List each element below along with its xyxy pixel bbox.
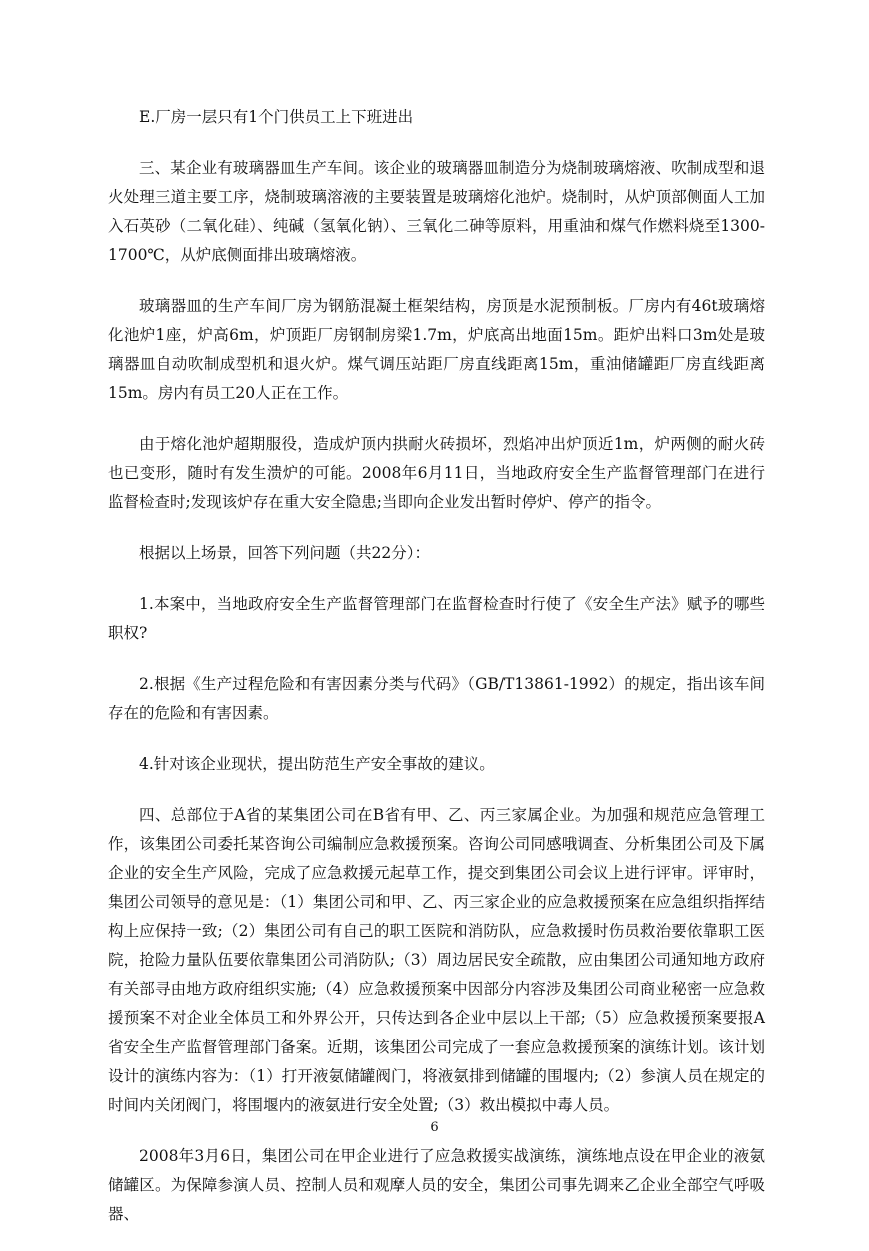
body-text [108, 103, 765, 1251]
paragraph-question-prompt: 根据以上场景，回答下列问题（共22分）： [139, 544, 430, 562]
paragraph-question-1: 1.本案中，当地政府安全生产监督管理部门在监督检查时行使了《安全生产法》赋予的哪些职权? [108, 595, 765, 642]
paragraph-question-4: 4.针对该企业现状，提出防范生产安全事故的建议。 [139, 755, 495, 773]
paragraph-drill-description: 2008年3月6日，集团公司在甲企业进行了应急救援实战演练，演练地点设在甲企业的液氨储罐区。为保障参演人员、控制人员和观摩人员的安全，集团公司事先调来乙企业全部空气呼吸器、 [108, 1147, 765, 1223]
paragraph-case-three-intro: 三、某企业有玻璃器皿生产车间。该企业的玻璃器皿制造分为烧制玻璃熔液、吹制成型和退火处理三道主要工序，烧制玻璃溶液的主要装置是玻璃熔化池炉。烧制时，从炉顶部侧面人工加入石英砂（二氧化硅）、纯碱（氢氧化钠）、三氧化二砷等原料，用重油和煤气作燃料烧至1300-1700℃，从炉底侧面排出玻璃熔液。 [108, 159, 765, 264]
paragraph-option-e: E.厂房一层只有1个门供员工上下班进出 [139, 108, 414, 126]
paragraph-workshop-structure: 玻璃器皿的生产车间厂房为钢筋混凝土框架结构，房顶是水泥预制板。厂房内有46t玻璃熔化池炉1座，炉高6m，炉顶距厂房钢制房梁1.7m，炉底高出地面15m。距炉出料口3m处是玻璃器皿自动吹制成型机和退火炉。煤气调压站距厂房直线距离15m，重油储罐距厂房直线距离15m。房内有员工20人正在工作。 [108, 297, 765, 402]
paragraph-question-2: 2.根据《生产过程危险和有害因素分类与代码》（GB/T13861-1992）的规定，指出该车间存在的危险和有害因素。 [108, 675, 765, 722]
paragraph-furnace-hazard: 由于熔化池炉超期服役，造成炉顶内拱耐火砖损坏，烈焰冲出炉顶近1m，炉两侧的耐火砖也已变形，随时有发生溃炉的可能。2008年6月11日，当地政府安全生产监督管理部门在进行监督检查时;发现该炉存在重大安全隐患;当即向企业发出暂时停炉、停产的指令。 [108, 435, 765, 511]
page-number: 6 [430, 1120, 439, 1135]
paragraph-case-four-intro: 四、总部位于A省的某集团公司在B省有甲、乙、丙三家属企业。为加强和规范应急管理工作，该集团公司委托某咨询公司编制应急救援预案。咨询公司同感哦调查、分析集团公司及下属企业的安全生产风险，完成了应急救援元起草工作，提交到集团公司会议上进行评审。评审时，集团公司领导的意见是：（1）集团公司和甲、乙、丙三家企业的应急救援预案在应急组织指挥结构上应保持一致;（2）集团公司有自己的职工医院和消防队，应急救援时伤员救治要依靠职工医院，抢险力量队伍要依靠集团公司消防队;（3）周边居民安全疏散，应由集团公司通知地方政府有关部寻由地方政府组织实施;（4）应急救援预案中因部分内容涉及集团公司商业秘密一应急救援预案不对企业全体员工和外界公开，只传达到各企业中层以上干部;（5）应急救援预案要报A省安全生产监督管理部门备案。近期，该集团公司完成了一套应急救援预案的演练计划。该计划设计的演练内容为：（1）打开液氨储罐阀门，将液氨排到储罐的围堰内;（2）参演人员在规定的时间内关闭阀门，将围堰内的液氨进行安全处置;（3）救出模拟中毒人员。 [108, 806, 765, 1114]
